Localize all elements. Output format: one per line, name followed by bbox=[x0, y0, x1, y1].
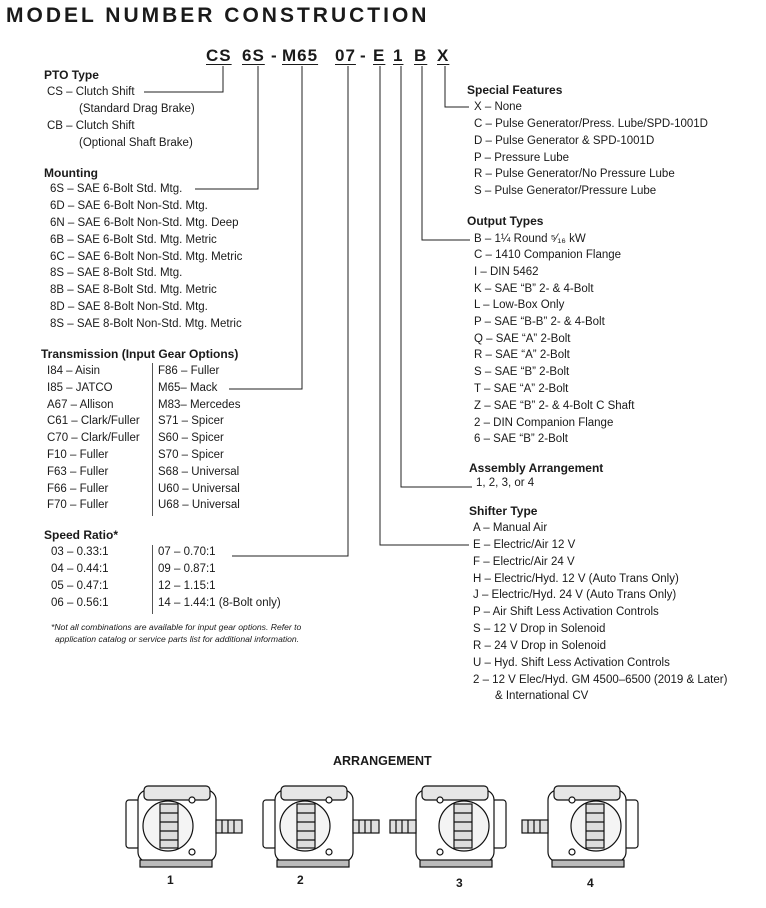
speed-ratio-heading: Speed Ratio* bbox=[44, 528, 119, 542]
list-item: R – SAE “A” 2-Bolt bbox=[474, 349, 570, 361]
list-item: M65– Mack bbox=[158, 382, 218, 394]
list-item: I – DIN 5462 bbox=[474, 266, 539, 278]
transmission-heading: Transmission (Input Gear Options) bbox=[41, 347, 239, 361]
arrangement-heading: ARRANGEMENT bbox=[333, 754, 432, 768]
list-item: U60 – Universal bbox=[158, 483, 240, 495]
list-item: F70 – Fuller bbox=[47, 499, 109, 511]
list-item: Z – SAE “B” 2- & 4-Bolt C Shaft bbox=[474, 400, 635, 412]
list-item: 07 – 0.70:1 bbox=[158, 546, 216, 558]
shifter-heading: Shifter Type bbox=[469, 504, 538, 518]
list-item: 14 – 1.44:1 (8-Bolt only) bbox=[158, 597, 281, 609]
pto-arrangement-4-illustration bbox=[516, 778, 646, 870]
list-item: L – Low-Box Only bbox=[474, 299, 565, 311]
list-item: R – Pulse Generator/No Pressure Lube bbox=[474, 168, 675, 180]
assembly-heading: Assembly Arrangement bbox=[469, 461, 604, 475]
list-item: 2 – 12 V Elec/Hyd. GM 4500–6500 (2019 & Later) bbox=[473, 674, 728, 686]
list-item: D – Pulse Generator & SPD-1001D bbox=[474, 135, 655, 147]
page-title: MODEL NUMBER CONSTRUCTION bbox=[6, 4, 430, 27]
footnote: application catalog or service parts list for additional information. bbox=[55, 634, 300, 644]
list-item: (Standard Drag Brake) bbox=[79, 103, 195, 115]
list-item: 6B – SAE 6-Bolt Std. Mtg. Metric bbox=[50, 234, 217, 246]
list-item: P – SAE “B-B” 2- & 4-Bolt bbox=[474, 316, 605, 328]
list-item: I84 – Aisin bbox=[47, 365, 101, 377]
list-item: 1, 2, 3, or 4 bbox=[476, 477, 535, 489]
list-item: 6D – SAE 6-Bolt Non-Std. Mtg. bbox=[50, 200, 208, 212]
list-item: F10 – Fuller bbox=[47, 449, 109, 461]
list-item: C70 – Clark/Fuller bbox=[47, 432, 140, 444]
special-features-heading: Special Features bbox=[467, 83, 563, 97]
arrangement-label-2: 2 bbox=[297, 873, 304, 887]
column-divider bbox=[152, 363, 153, 516]
pto-arrangement-1-illustration bbox=[118, 778, 248, 870]
arrangement-label-1: 1 bbox=[167, 873, 174, 887]
list-item: 12 – 1.15:1 bbox=[158, 580, 216, 592]
list-item: S71 – Spicer bbox=[158, 415, 224, 427]
list-item: 2 – DIN Companion Flange bbox=[474, 417, 614, 429]
list-item: 6C – SAE 6-Bolt Non-Std. Mtg. Metric bbox=[50, 251, 243, 263]
code-output: B bbox=[414, 46, 428, 65]
arrangement-label-3: 3 bbox=[456, 876, 463, 890]
code-speed-ratio: 07 bbox=[335, 46, 356, 65]
list-item: C61 – Clark/Fuller bbox=[47, 415, 140, 427]
list-item: B – 1¼ Round ⁵⁄₁₆ kW bbox=[474, 233, 586, 245]
list-item: F63 – Fuller bbox=[47, 466, 109, 478]
list-item: E – Electric/Air 12 V bbox=[473, 539, 576, 551]
code-dash: - bbox=[360, 46, 367, 65]
list-item: CB – Clutch Shift bbox=[47, 120, 135, 132]
list-item: 8S – SAE 8-Bolt Non-Std. Mtg. Metric bbox=[50, 318, 242, 330]
list-item: P – Pressure Lube bbox=[474, 152, 570, 164]
list-item: X – None bbox=[474, 101, 522, 113]
list-item: H – Electric/Hyd. 12 V (Auto Trans Only) bbox=[473, 573, 679, 585]
code-mounting: 6S bbox=[242, 46, 265, 65]
code-special: X bbox=[437, 46, 450, 65]
list-item: U – Hyd. Shift Less Activation Controls bbox=[473, 657, 670, 669]
list-item: 8D – SAE 8-Bolt Non-Std. Mtg. bbox=[50, 301, 208, 313]
list-item: S – 12 V Drop in Solenoid bbox=[473, 623, 606, 635]
code-pto-type: CS bbox=[206, 46, 232, 65]
list-item: F86 – Fuller bbox=[158, 365, 220, 377]
list-item: 6 – SAE “B” 2-Bolt bbox=[474, 433, 568, 445]
list-item: S70 – Spicer bbox=[158, 449, 224, 461]
list-item: S – Pulse Generator/Pressure Lube bbox=[474, 185, 657, 197]
list-item: 8S – SAE 8-Bolt Std. Mtg. bbox=[50, 267, 183, 279]
list-item: A – Manual Air bbox=[473, 522, 548, 534]
list-item: S60 – Spicer bbox=[158, 432, 224, 444]
list-item: K – SAE “B” 2- & 4-Bolt bbox=[474, 283, 594, 295]
output-types-heading: Output Types bbox=[467, 214, 544, 228]
list-item: 6S – SAE 6-Bolt Std. Mtg. bbox=[50, 183, 183, 195]
pto-arrangement-3-illustration bbox=[384, 778, 514, 870]
list-item: & International CV bbox=[495, 690, 589, 702]
list-item: M83– Mercedes bbox=[158, 399, 241, 411]
mounting-heading: Mounting bbox=[44, 166, 98, 180]
list-item: I85 – JATCO bbox=[47, 382, 113, 394]
list-item: CS – Clutch Shift bbox=[47, 86, 135, 98]
list-item: F – Electric/Air 24 V bbox=[473, 556, 575, 568]
list-item: A67 – Allison bbox=[47, 399, 114, 411]
code-assembly: 1 bbox=[393, 46, 404, 65]
list-item: S68 – Universal bbox=[158, 466, 240, 478]
list-item: 8B – SAE 8-Bolt Std. Mtg. Metric bbox=[50, 284, 217, 296]
list-item: F66 – Fuller bbox=[47, 483, 109, 495]
column-divider bbox=[152, 545, 153, 614]
list-item: (Optional Shaft Brake) bbox=[79, 137, 193, 149]
code-dash: - bbox=[271, 46, 278, 65]
list-item: 6N – SAE 6-Bolt Non-Std. Mtg. Deep bbox=[50, 217, 239, 229]
list-item: 03 – 0.33:1 bbox=[51, 546, 109, 558]
list-item: T – SAE “A” 2-Bolt bbox=[474, 383, 569, 395]
pto-type-heading: PTO Type bbox=[44, 68, 99, 82]
list-item: C – 1410 Companion Flange bbox=[474, 249, 622, 261]
code-transmission: M65 bbox=[282, 46, 319, 65]
pto-arrangement-2-illustration bbox=[255, 778, 385, 870]
list-item: C – Pulse Generator/Press. Lube/SPD-1001D bbox=[474, 118, 708, 130]
list-item: 06 – 0.56:1 bbox=[51, 597, 109, 609]
code-shifter: E bbox=[373, 46, 386, 65]
list-item: Q – SAE “A” 2-Bolt bbox=[474, 333, 571, 345]
list-item: S – SAE “B” 2-Bolt bbox=[474, 366, 570, 378]
list-item: 05 – 0.47:1 bbox=[51, 580, 109, 592]
arrangement-label-4: 4 bbox=[587, 876, 594, 890]
list-item: P – Air Shift Less Activation Controls bbox=[473, 606, 659, 618]
list-item: R – 24 V Drop in Solenoid bbox=[473, 640, 606, 652]
list-item: 09 – 0.87:1 bbox=[158, 563, 216, 575]
footnote: *Not all combinations are available for input gear options. Refer to bbox=[51, 622, 302, 632]
list-item: J – Electric/Hyd. 24 V (Auto Trans Only) bbox=[473, 589, 677, 601]
list-item: U68 – Universal bbox=[158, 499, 240, 511]
list-item: 04 – 0.44:1 bbox=[51, 563, 109, 575]
